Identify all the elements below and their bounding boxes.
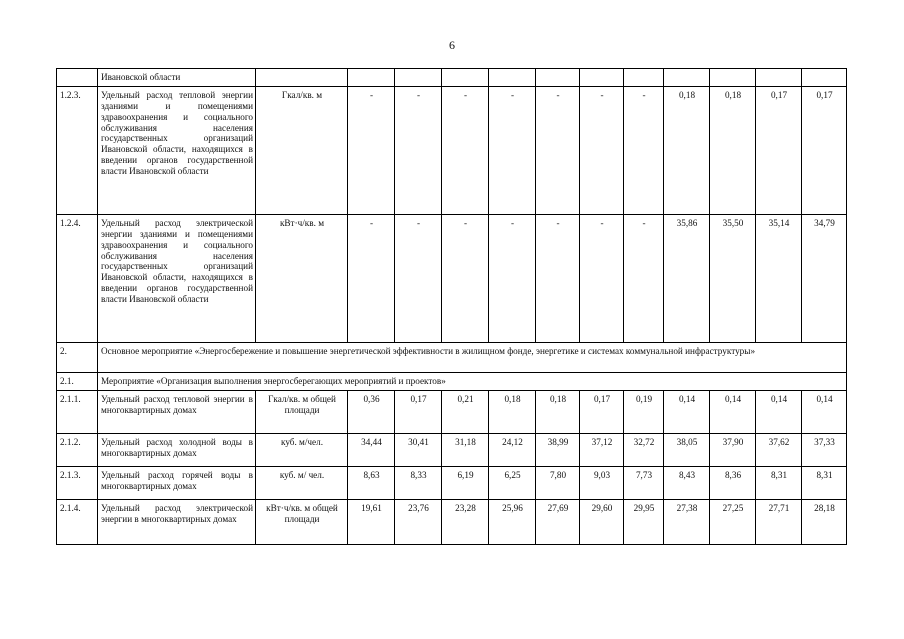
value-cell: 29,60 — [580, 500, 624, 545]
value-cell — [442, 69, 489, 87]
value-cell: 0,18 — [710, 87, 756, 215]
value-cell: 35,14 — [756, 215, 802, 343]
value-cell: - — [395, 215, 442, 343]
row-number: 2.1.4. — [57, 500, 98, 545]
value-cell: 6,19 — [442, 467, 489, 500]
value-cell: 34,79 — [802, 215, 847, 343]
value-cell: 38,99 — [536, 434, 580, 467]
value-cell: 27,25 — [710, 500, 756, 545]
value-cell: - — [489, 215, 536, 343]
value-cell: - — [489, 87, 536, 215]
value-cell: 0,18 — [489, 391, 536, 434]
value-cell: 7,80 — [536, 467, 580, 500]
indicator-description: Удельный расход электрической энергии зданиями и помещениями здравоохранения и социального обслуживания населения государственных организаций Ивановской области, находящихся в введении органов государственной власти Ивановской области — [98, 215, 256, 343]
value-cell: 0,14 — [802, 391, 847, 434]
value-cell: 6,25 — [489, 467, 536, 500]
value-cell: 0,21 — [442, 391, 489, 434]
value-cell: 8,36 — [710, 467, 756, 500]
row-number: 1.2.4. — [57, 215, 98, 343]
value-cell: - — [442, 215, 489, 343]
table-row — [57, 500, 847, 545]
indicator-description: Ивановской области — [98, 69, 256, 87]
value-cell: 8,43 — [664, 467, 710, 500]
value-cell: 29,95 — [624, 500, 664, 545]
value-cell: 0,19 — [624, 391, 664, 434]
value-cell: 19,61 — [348, 500, 395, 545]
value-cell: 0,18 — [536, 391, 580, 434]
value-cell: 23,28 — [442, 500, 489, 545]
value-cell: 35,86 — [664, 215, 710, 343]
value-cell: - — [442, 87, 489, 215]
section-heading: Основное мероприятие «Энергосбережение и повышение энергетической эффективности в жилищном фонде, энергетике и системах коммунальной инфраструктуры» — [98, 343, 847, 373]
value-cell: - — [536, 87, 580, 215]
value-cell: 8,33 — [395, 467, 442, 500]
value-cell — [580, 69, 624, 87]
value-cell — [624, 69, 664, 87]
value-cell: 30,41 — [395, 434, 442, 467]
table-row — [57, 391, 847, 434]
value-cell: - — [395, 87, 442, 215]
value-cell — [536, 69, 580, 87]
value-cell: 38,05 — [664, 434, 710, 467]
value-cell: 23,76 — [395, 500, 442, 545]
table-row — [57, 467, 847, 500]
value-cell: 0,36 — [348, 391, 395, 434]
value-cell: - — [580, 87, 624, 215]
row-number: 2. — [57, 343, 98, 373]
indicator-description: Удельный расход холодной воды в многоквартирных домах — [98, 434, 256, 467]
value-cell: 37,12 — [580, 434, 624, 467]
table-row — [57, 343, 847, 373]
value-cell: 32,72 — [624, 434, 664, 467]
page-number: 6 — [449, 38, 455, 52]
row-number: 2.1.1. — [57, 391, 98, 434]
table-row — [57, 215, 847, 343]
row-number — [57, 69, 98, 87]
value-cell: 27,38 — [664, 500, 710, 545]
value-cell: - — [580, 215, 624, 343]
table-row — [57, 434, 847, 467]
unit-cell: Гкал/кв. м общей площади — [256, 391, 348, 434]
value-cell: 8,31 — [756, 467, 802, 500]
indicator-description: Удельный расход электрической энергии в многоквартирных домах — [98, 500, 256, 545]
unit-cell: кВт·ч/кв. м — [256, 215, 348, 343]
value-cell: 0,17 — [802, 87, 847, 215]
unit-cell: Гкал/кв. м — [256, 87, 348, 215]
value-cell: 8,31 — [802, 467, 847, 500]
value-cell — [489, 69, 536, 87]
value-cell: 0,14 — [664, 391, 710, 434]
value-cell: 0,14 — [710, 391, 756, 434]
unit-cell — [256, 69, 348, 87]
indicator-description: Удельный расход горячей воды в многоквартирных домах — [98, 467, 256, 500]
value-cell: 9,03 — [580, 467, 624, 500]
table-row — [57, 69, 847, 87]
unit-cell: кВт·ч/кв. м общей площади — [256, 500, 348, 545]
indicator-description: Удельный расход тепловой энергии зданиями и помещениями здравоохранения и социального обслуживания населения государственных организаций Ивановской области, находящихся в введении органов государственной власти Ивановской области — [98, 87, 256, 215]
value-cell: 27,71 — [756, 500, 802, 545]
row-number: 2.1.3. — [57, 467, 98, 500]
subsection-heading: Мероприятие «Организация выполнения энергосберегающих мероприятий и проектов» — [98, 373, 847, 391]
unit-cell: куб. м/ чел. — [256, 467, 348, 500]
value-cell — [664, 69, 710, 87]
value-cell — [756, 69, 802, 87]
value-cell: - — [536, 215, 580, 343]
unit-cell: куб. м/чел. — [256, 434, 348, 467]
value-cell: - — [624, 87, 664, 215]
value-cell: 27,69 — [536, 500, 580, 545]
value-cell: 7,73 — [624, 467, 664, 500]
value-cell — [348, 69, 395, 87]
value-cell: - — [624, 215, 664, 343]
table-row — [57, 87, 847, 215]
value-cell: 0,14 — [756, 391, 802, 434]
value-cell: 24,12 — [489, 434, 536, 467]
value-cell: 28,18 — [802, 500, 847, 545]
row-number: 2.1.2. — [57, 434, 98, 467]
value-cell — [710, 69, 756, 87]
value-cell: 37,33 — [802, 434, 847, 467]
value-cell — [802, 69, 847, 87]
value-cell: 31,18 — [442, 434, 489, 467]
row-number: 1.2.3. — [57, 87, 98, 215]
value-cell: 37,90 — [710, 434, 756, 467]
value-cell: 0,17 — [756, 87, 802, 215]
value-cell: 0,17 — [395, 391, 442, 434]
indicator-description: Удельный расход тепловой энергии в многоквартирных домах — [98, 391, 256, 434]
table-row — [57, 373, 847, 391]
value-cell: 37,62 — [756, 434, 802, 467]
value-cell: 34,44 — [348, 434, 395, 467]
value-cell: 8,63 — [348, 467, 395, 500]
row-number: 2.1. — [57, 373, 98, 391]
value-cell: 0,17 — [580, 391, 624, 434]
indicators-table — [56, 68, 847, 545]
value-cell: - — [348, 87, 395, 215]
value-cell: 25,96 — [489, 500, 536, 545]
value-cell — [395, 69, 442, 87]
value-cell: - — [348, 215, 395, 343]
value-cell: 0,18 — [664, 87, 710, 215]
value-cell: 35,50 — [710, 215, 756, 343]
